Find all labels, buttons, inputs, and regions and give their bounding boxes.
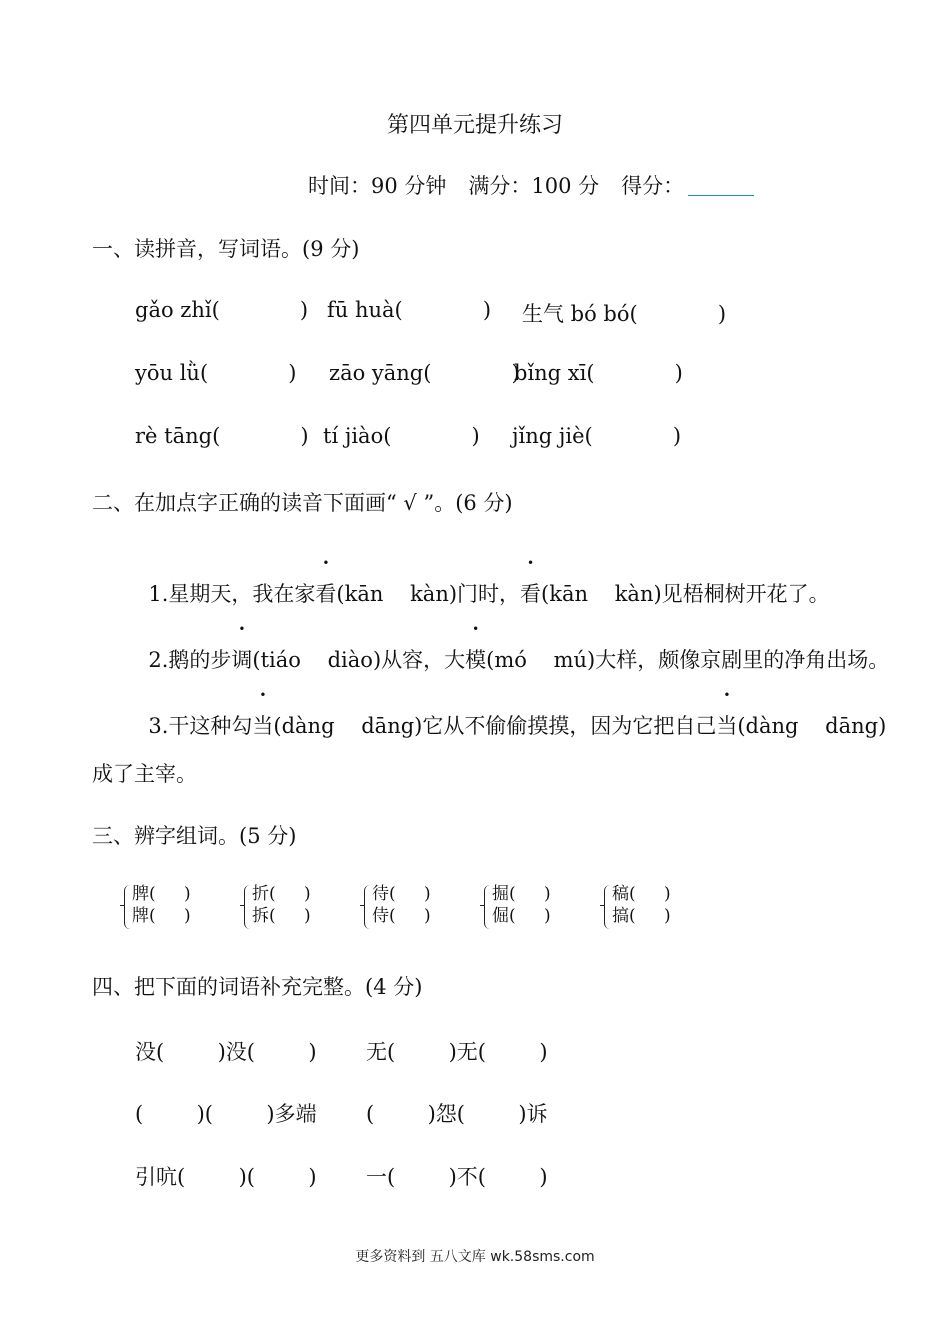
question-2-3 [135,686,886,740]
close-paren: ) [184,906,191,926]
close-paren: ) [304,884,311,904]
brace-icon [484,885,490,929]
char-item: 稿( [612,884,636,904]
char-item: 折( [252,884,276,904]
sentence-text: 1.星期天，我在家 [148,582,316,606]
score-label: 得分： [621,174,685,198]
char-pair-group [364,883,431,927]
pinyin-item: 生气 bó bó( ) [522,302,727,326]
pinyin-item: rè tāng( ) [135,424,309,448]
idiom-item: ( )怨( )诉 [366,1102,548,1126]
char-pair-group [124,883,191,927]
char-item: 待( [372,884,396,904]
close-paren: ) [184,884,191,904]
page-title: 第四单元提升练习 [386,113,563,138]
brace-icon [604,885,610,929]
pinyin-item: bǐng xī( ) [514,361,683,385]
sentence-text: (mó mú)大样，颇像京剧里的净角出场。 [486,648,890,672]
idiom-item: ( )( )多端 [135,1102,317,1126]
question-2-1 [135,554,830,608]
dotted-char: 调 [231,648,253,672]
pinyin-item: zāo yāng( ) [329,361,520,385]
sentence-text: (dàng dāng) [737,714,887,738]
idiom-item: 无( )无( ) [366,1040,548,1064]
close-paren: ) [304,906,311,926]
idiom-item: 引吭( )( ) [135,1165,317,1189]
char-item: 拆( [252,906,276,926]
close-paren: ) [664,884,671,904]
close-paren: ) [544,906,551,926]
section-3-heading: 三、辨字组词。(5 分) [92,824,297,848]
char-item: 搞( [612,906,636,926]
sentence-text: (kān kàn)见梧桐树开花了。 [541,582,830,606]
dotted-char: 看 [520,582,542,606]
time-info: 时间：90 分钟 [308,174,447,198]
idiom-item: 没( )没( ) [135,1040,317,1064]
char-pair-group [604,883,671,927]
pinyin-item: jǐng jiè( ) [512,424,682,448]
char-item: 脾( [132,884,156,904]
brace-icon [244,885,250,929]
sentence-text: 3.干这种勾 [148,714,253,738]
exam-info [308,170,754,200]
char-item: 掘( [492,884,516,904]
dotted-char: 模 [465,648,487,672]
section-4-heading: 四、把下面的词语补充完整。(4 分) [92,975,423,999]
pinyin-item: tí jiào( ) [323,424,480,448]
dotted-char: 当 [716,714,738,738]
section-2-heading: 二、在加点字正确的读音下面画“ √ ”。(6 分) [92,491,513,515]
sentence-text: 2.鹅的步 [148,648,232,672]
pinyin-item: fū huà( ) [327,298,492,322]
char-item: 侍( [372,906,396,926]
section-1-heading: 一、读拼音，写词语。(9 分) [92,237,360,261]
char-item: 牌( [132,906,156,926]
pinyin-item: gǎo zhǐ( ) [135,298,309,322]
char-pair-group [244,883,311,927]
brace-icon [124,885,130,929]
footer-text: 更多资料到 五八文库 wk.58sms.com [355,1249,595,1265]
idiom-item: 一( )不( ) [366,1165,548,1189]
close-paren: ) [544,884,551,904]
char-item: 倔( [492,906,516,926]
close-paren: ) [664,906,671,926]
question-2-3-continued: 成了主宰。 [92,762,197,786]
char-pair-group [484,883,551,927]
close-paren: ) [424,906,431,926]
sentence-text: (dàng dāng)它从不偷偷摸摸，因为它把自己 [273,714,717,738]
dotted-char: 当 [252,714,274,738]
full-score-info: 满分：100 分 [468,174,600,198]
dotted-char: 看 [315,582,337,606]
pinyin-item: yōu lǜ( ) [135,361,297,385]
sentence-text: (tiáo diào)从容，大 [252,648,466,672]
sentence-text: (kān kàn)门时， [336,582,521,606]
score-blank[interactable] [688,177,754,196]
brace-icon [364,885,370,929]
question-2-2 [135,620,889,674]
close-paren: ) [424,884,431,904]
